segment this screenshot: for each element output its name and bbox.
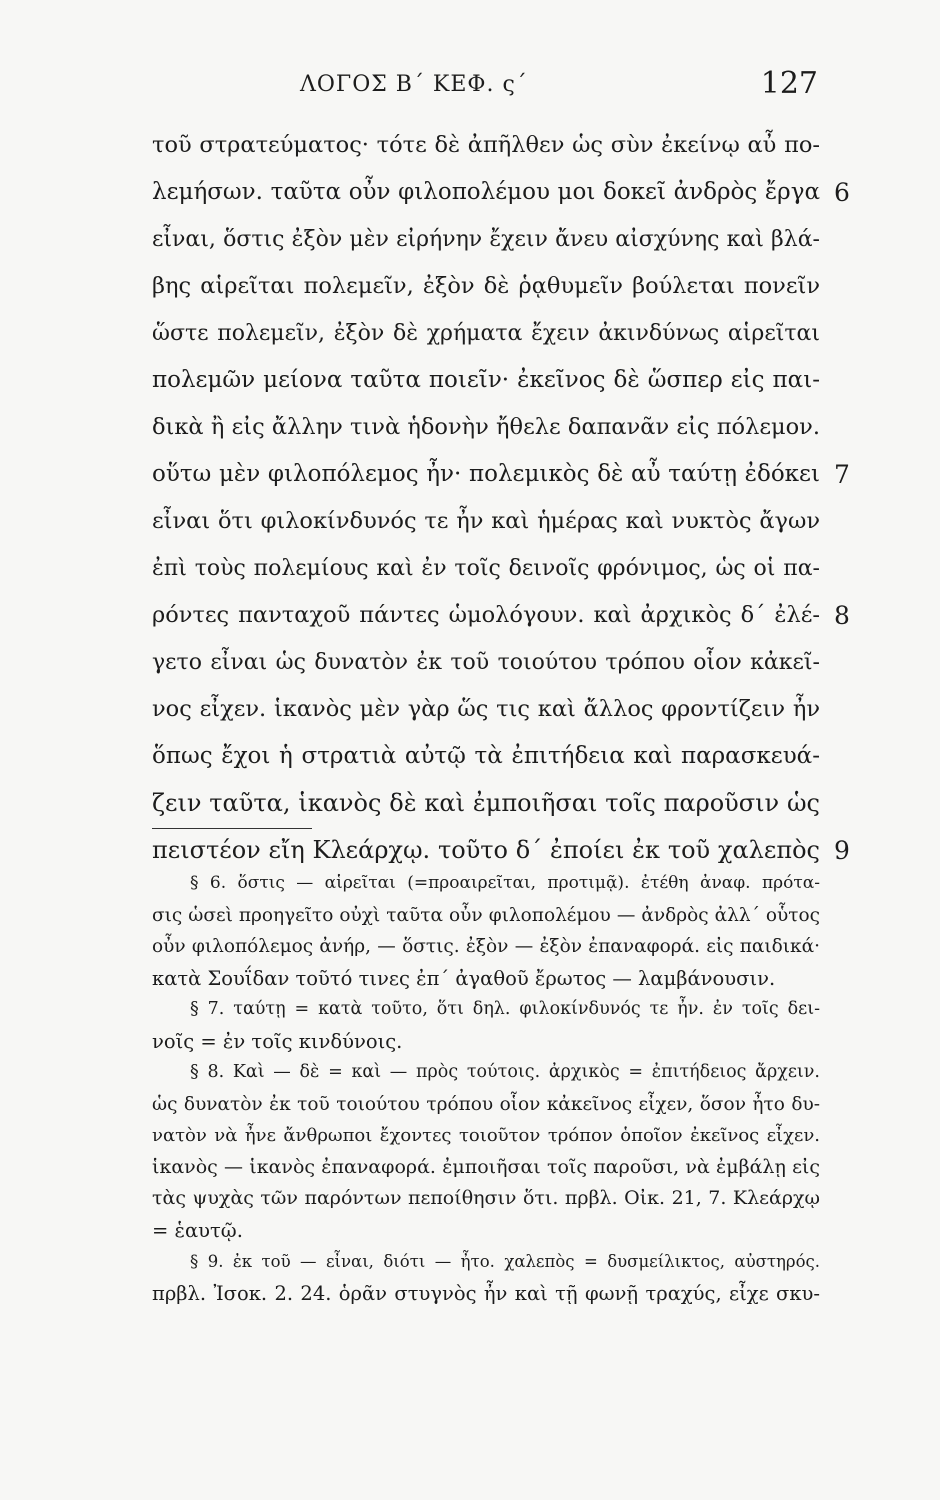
text-line [152,169,850,216]
text-line [152,733,820,780]
text-line-content: λεμήσων. ταῦτα οὖν φιλοπολέμου μοι δοκεῖ ἀνδρὸς ἔργα [152,179,820,205]
running-title: ΛΟΓΟΣ Β΄ ΚΕΦ. ς΄ [300,72,528,97]
note-line: § 9. ἐκ τοῦ — εἶναι, διότι — ἦτο. χαλεπὸς = δυσμείλικτος, αὐστηρός. [190,1252,820,1271]
text-line [152,686,820,733]
text-line-content: ρόντες πανταχοῦ πάντες ὡμολόγουν. καὶ ἀρχικὸς δ΄ ἐλέ- [152,602,820,628]
text-line [152,545,820,592]
note-line: § 8. Καὶ — δὲ = καὶ — πρὸς τούτοις. ἀρχικὸς = ἐπιτήδειος ἄρχειν. [190,1062,820,1082]
page-header [0,66,940,106]
note-line: κατὰ Σουΐδαν τοῦτό τινες ἐπ΄ ἀγαθοῦ ἔρωτος — λαμβάνουσιν. [152,966,776,990]
note-line: ὡς δυνατὸν ἐκ τοῦ τοιούτου τρόπου οἷον κἀκεῖνος εἶχεν, ὅσον ἦτο δυ- [152,1093,820,1115]
text-line-content: πολεμῶν μείονα ταῦτα ποιεῖν· ἐκεῖνος δὲ ὥσπερ εἰς παι- [152,367,820,393]
note-line: = ἑαυτῷ. [152,1218,243,1242]
text-line [152,404,820,451]
text-line-content: εἶναι ὅτι φιλοκίνδυνός τε ἦν καὶ ἡμέρας καὶ νυκτὸς ἄγων [152,508,820,534]
note-line: § 7. ταύτῃ = κατὰ τοῦτο, ὅτι δηλ. φιλοκίνδυνός τε ἦν. ἐν τοῖς δει- [190,999,820,1019]
note-line: νοῖς = ἐν τοῖς κινδύνοις. [152,1029,403,1053]
text-line [152,451,850,498]
text-line-content: τοῦ στρατεύματος· τότε δὲ ἀπῆλθεν ὡς σὺν ἐκείνῳ αὖ πο- [152,132,820,158]
text-line [152,780,820,827]
text-line-content: εἶναι, ὅστις ἐξὸν μὲν εἰρήνην ἔχειν ἄνευ αἰσχύνης καὶ βλά- [152,227,820,252]
text-line [152,263,820,310]
footnote-separator-rule [152,828,312,829]
text-line-content: γετο εἶναι ὡς δυνατὸν ἐκ τοῦ τοιούτου τρόπου οἷον κἀκεῖ- [152,650,820,675]
text-line-content: πειστέον εἴη Κλεάρχῳ. τοῦτο δ΄ ἐποίει ἐκ τοῦ χαλεπὸς [152,836,820,864]
text-line [152,498,820,545]
note-line: νατὸν νὰ ἦνε ἄνθρωποι ἔχοντες τοιοῦτον τρόπον ὁποῖον ἐκεῖνος εἶχεν. [152,1125,820,1146]
section-number: 6 [834,178,850,207]
text-line-content: βης αἱρεῖται πολεμεῖν, ἐξὸν δὲ ῥᾳθυμεῖν βούλεται πονεῖν [152,273,820,299]
text-line-content: ἐπὶ τοὺς πολεμίους καὶ ἐν τοῖς δεινοῖς φρόνιμος, ὡς οἱ πα- [152,556,820,581]
text-line [152,592,850,639]
text-line [152,357,820,404]
text-line-content: ζειν ταῦτα, ἱκανὸς δὲ καὶ ἐμποιῆσαι τοῖς παροῦσιν ὡς [152,789,820,817]
note-line: σις ὡσεὶ προηγεῖτο οὐχὶ ταῦτα οὖν φιλοπολέμου — ἀνδρὸς ἀλλ΄ οὗτος [152,904,820,926]
note-line: οὖν φιλοπόλεμος ἀνήρ, — ὅστις. ἐξὸν — ἐξὸν ἐπαναφορά. εἰς παιδικά· [152,936,820,957]
note-line: § 6. ὅστις — αἱρεῖται (=προαιρεῖται, προτιμᾷ). ἐτέθη ἀναφ. πρότα- [190,873,820,893]
section-number: 8 [834,601,850,630]
text-line [152,216,820,263]
main-text-body [152,122,850,874]
note-line: ἱκανὸς — ἱκανὸς ἐπαναφορά. ἐμποιῆσαι τοῖς παροῦσι, νὰ ἐμβάλῃ εἰς [152,1155,820,1178]
section-number: 9 [834,836,850,865]
text-line-content: δικὰ ἢ εἰς ἄλλην τινὰ ἡδονὴν ἤθελε δαπανᾶν εἰς πόλεμον. [152,414,820,440]
text-line-content: ὅπως ἔχοι ἡ στρατιὰ αὐτῷ τὰ ἐπιτήδεια καὶ παρασκευά- [152,743,820,769]
note-line: τὰς ψυχὰς τῶν παρόντων πεποίθησιν ὅτι. πρβλ. Οἰκ. 21, 7. Κλεάρχῳ [152,1187,820,1209]
text-line [152,122,820,169]
text-line-content: νος εἶχεν. ἱκανὸς μὲν γὰρ ὥς τις καὶ ἄλλος φροντίζειν ἦν [152,696,820,722]
note-line: πρβλ. Ἰσοκ. 2. 24. ὁρᾶν στυγνὸς ἦν καὶ τῇ φωνῇ τραχύς, εἶχε σκυ- [152,1281,820,1305]
text-line [152,639,820,686]
page-number: 127 [760,66,818,101]
text-line-content: οὕτω μὲν φιλοπόλεμος ἦν· πολεμικὸς δὲ αὖ ταύτῃ ἐδόκει [152,461,820,487]
commentary-notes [152,868,820,1309]
text-line [152,827,850,874]
section-number: 7 [834,460,850,489]
text-line [152,310,820,357]
text-line-content: ὥστε πολεμεῖν, ἐξὸν δὲ χρήματα ἔχειν ἀκινδύνως αἱρεῖται [152,321,820,346]
